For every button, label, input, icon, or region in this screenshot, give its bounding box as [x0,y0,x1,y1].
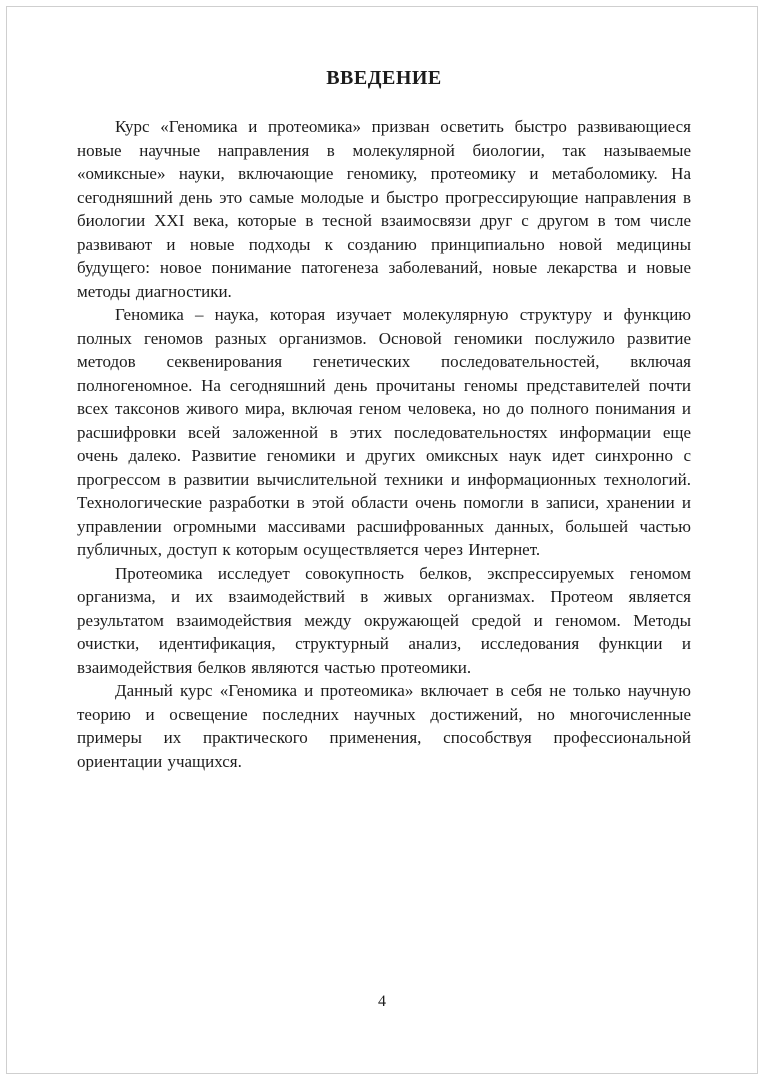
paragraph: Данный курс «Геномика и протеомика» включает в себя не только научную теорию и освещение последних научных достижений, но многочисленные примеры их практического применения, способствуя профессиональной ориентации учащихся. [77,681,691,771]
page-content [7,7,757,773]
paragraph: Протеомика исследует совокупность белков, экспрессируемых геномом организма, и их взаимодействий в живых организмах. Протеом является результатом взаимодействия между окружающей средой и геномом. Методы очистки, идентификация, структурный анализ, исследования функции и взаимодействия белков являются частью протеомики. [77,563,691,677]
paragraph: Курс «Геномика и протеомика» призван осветить быстро развивающиеся новые научные направления в молекулярной биологии, так называемые «омиксные» науки, включающие геномику, протеомику и метаболомику. На сегодняшний день это самые молодые и быстро прогрессирующие направления в биологии XXI века, которые в тесной взаимосвязи друг с другом в том числе развивают и новые подходы к созданию принципиально новой медицины будущего: новое понимание патогенеза заболеваний, новые лекарства и новые методы диагностики. [77,117,691,301]
paragraph: Геномика – наука, которая изучает молекулярную структуру и функцию полных геномов разных организмов. Основой геномики послужило развитие методов секвенирования генетических последовательностей, включая полногеномное. На сегодняшний день прочитаны геномы представителей почти всех таксонов живого мира, включая геном человека, но до полного понимания и расшифровки всей заложенной в этих последовательностях информации еще очень далеко. Развитие геномики и других омиксных наук идет синхронно с прогрессом в развитии вычислительной техники и информационных технологий. Технологические разработки в этой области очень помогли в записи, хранении и управлении огромными массивами расшифрованных данных, большей частью публичных, доступ к которым осуществляется через Интернет. [77,305,691,559]
document-page [6,6,758,1074]
page-number: 4 [378,993,386,1010]
page-title: ВВЕДЕНИЕ [326,67,442,89]
